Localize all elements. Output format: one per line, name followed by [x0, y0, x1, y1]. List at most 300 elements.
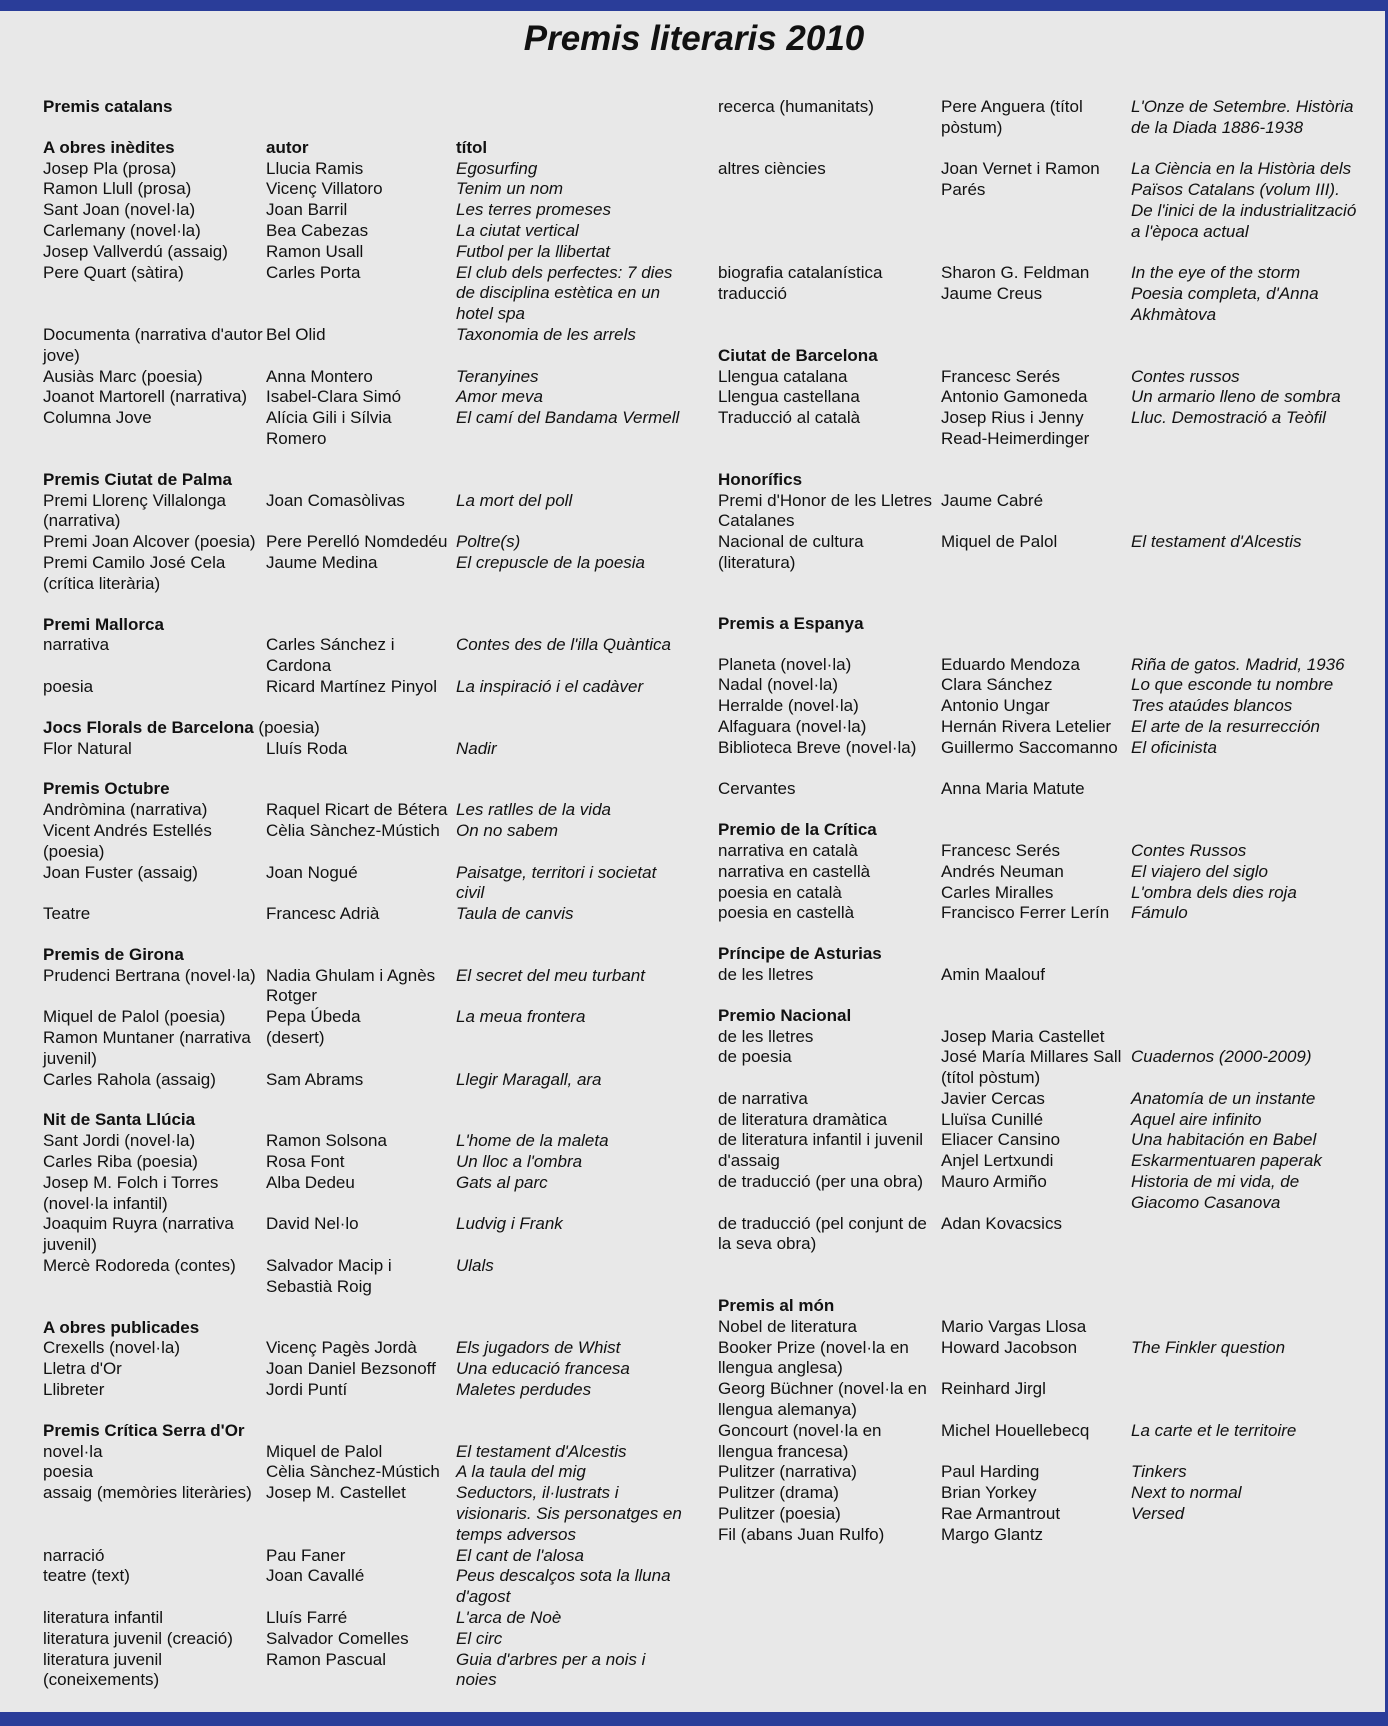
award-name: biografia catalanística — [718, 263, 883, 283]
award-author: Eliacer Cansino — [941, 1130, 1061, 1150]
award-author: Pau Faner — [266, 1545, 346, 1565]
award-title: Una educació francesa — [456, 1359, 630, 1379]
award-name: Joan Fuster (assaig) — [43, 862, 198, 882]
award-row — [43, 1546, 683, 1567]
award-row — [43, 635, 683, 677]
award-name: assaig (memòries literàries) — [43, 1483, 252, 1503]
award-title: Lo que esconde tu nombre — [1131, 675, 1334, 695]
award-row — [718, 97, 1358, 159]
award-name: Miquel de Palol (poesia) — [43, 1007, 226, 1027]
award-title: Taxonomia de les arrels — [456, 324, 636, 344]
award-title: Teranyines — [456, 366, 539, 386]
award-row — [43, 1256, 683, 1298]
award-title: Ludvig i Frank — [456, 1214, 563, 1234]
award-title: Historia de mi vida, de Giacomo Casanova — [1131, 1172, 1300, 1212]
award-row — [718, 1172, 1358, 1214]
award-row — [718, 1317, 1358, 1338]
award-row — [43, 200, 683, 221]
award-author: Joan Barril — [266, 200, 348, 220]
award-title: A la taula del mig — [456, 1462, 586, 1482]
award-name: Pere Quart (sàtira) — [43, 262, 184, 282]
award-author: Ramon Pascual — [266, 1649, 387, 1669]
award-name: de literatura infantil i juvenil — [718, 1130, 924, 1150]
award-title: La Ciència en la Història dels Països Catalans (volum III). De l'inici de la industrialització a l'època actual — [1131, 159, 1357, 241]
award-row — [718, 1214, 1358, 1276]
award-name: de les lletres — [718, 964, 814, 984]
award-name: narrativa en castellà — [718, 861, 871, 881]
section-heading — [718, 1296, 1358, 1317]
award-row — [43, 408, 683, 450]
award-row — [43, 1442, 683, 1463]
award-author: Carles Miralles — [941, 882, 1054, 902]
award-name: de traducció (per una obra) — [718, 1172, 924, 1192]
award-title: Contes des de l'illa Quàntica — [456, 635, 671, 655]
award-author: Josep Maria Castellet — [941, 1026, 1105, 1046]
award-title: Lluc. Demostració a Teòfil — [1131, 408, 1326, 428]
section-gap — [43, 1298, 683, 1318]
award-name: Crexells (novel·la) — [43, 1338, 180, 1358]
award-row — [43, 263, 683, 325]
section-heading-text: Premis al món — [718, 1296, 835, 1316]
award-title: Taula de canvis — [456, 904, 574, 924]
award-name: Ramon Llull (prosa) — [43, 179, 192, 199]
award-title: Peus descalços sota la lluna d'agost — [456, 1566, 671, 1607]
award-name: Nadal (novel·la) — [718, 675, 838, 695]
award-author: Reinhard Jirgl — [941, 1379, 1046, 1399]
award-author: Margo Glantz — [941, 1524, 1044, 1544]
award-name: Josep M. Folch i Torres (novel·la infantil) — [43, 1172, 219, 1213]
section-heading-text: Nit de Santa Llúcia — [43, 1110, 196, 1130]
award-name: Prudenci Bertrana (novel·la) — [43, 965, 256, 985]
award-name: Biblioteca Breve (novel·la) — [718, 737, 917, 757]
award-name: Booker Prize (novel·la en llengua anglesa) — [718, 1337, 909, 1378]
award-row — [43, 1338, 683, 1359]
award-row — [43, 1007, 683, 1028]
award-row — [718, 1027, 1358, 1048]
section-gap — [43, 1090, 683, 1110]
award-author: Salvador Macip i Sebastià Roig — [266, 1256, 392, 1296]
award-title: Versed — [1131, 1504, 1185, 1524]
award-name: narrativa en català — [718, 840, 858, 860]
award-row — [718, 1151, 1358, 1172]
award-name: Llengua catalana — [718, 366, 848, 386]
award-row — [718, 1379, 1358, 1421]
award-author: Adan Kovacsics — [941, 1213, 1062, 1233]
award-name: Sant Jordi (novel·la) — [43, 1131, 196, 1151]
award-title: La mort del poll — [456, 490, 573, 510]
award-author: Rae Armantrout — [941, 1504, 1061, 1524]
award-name: A obres inèdites — [43, 137, 175, 157]
section-heading — [718, 1006, 1358, 1027]
award-author: Jaume Medina — [266, 552, 378, 572]
award-row — [43, 1380, 683, 1401]
award-author: Bel Olid — [266, 324, 326, 344]
section-heading-text: Premio Nacional — [718, 1005, 852, 1025]
section-heading-text: Premi Mallorca — [43, 614, 164, 634]
award-name: narració — [43, 1545, 105, 1565]
section-heading — [718, 470, 1358, 491]
award-author: Francisco Ferrer Lerín — [941, 903, 1110, 923]
award-row — [43, 387, 683, 408]
award-name: Mercè Rodoreda (contes) — [43, 1256, 236, 1276]
award-row — [43, 159, 683, 180]
award-title: Contes Russos — [1131, 840, 1247, 860]
award-row — [43, 1359, 683, 1380]
award-author: Ricard Martínez Pinyol — [266, 676, 438, 696]
section-heading-text: Premis a Espanya — [718, 613, 864, 633]
award-name: Ramon Muntaner (narrativa juvenil) — [43, 1028, 251, 1068]
award-name: Premi Camilo José Cela (crítica literària) — [43, 552, 226, 593]
section-heading — [43, 1318, 683, 1339]
award-row — [43, 800, 683, 821]
award-title: L'Onze de Setembre. Història de la Diada 1886-1938 — [1131, 97, 1354, 137]
award-title: El testament d'Alcestis — [1131, 532, 1302, 552]
award-row — [43, 1650, 683, 1692]
award-title: Poltre(s) — [456, 532, 521, 552]
award-author: Paul Harding — [941, 1462, 1040, 1482]
award-title: Ulals — [456, 1256, 494, 1276]
award-row — [43, 242, 683, 263]
award-author: Clara Sánchez — [941, 675, 1053, 695]
award-row — [718, 1130, 1358, 1151]
award-row — [43, 1152, 683, 1173]
award-row — [43, 904, 683, 925]
award-title: Eskarmentuaren paperak — [1131, 1151, 1322, 1171]
award-name: Pulitzer (poesia) — [718, 1504, 841, 1524]
award-row — [718, 1089, 1358, 1110]
award-author: Llucia Ramis — [266, 158, 364, 178]
award-author: Sam Abrams — [266, 1069, 364, 1089]
award-author: Antonio Gamoneda — [941, 387, 1088, 407]
award-name: Fil (abans Juan Rulfo) — [718, 1524, 885, 1544]
award-title: In the eye of the storm — [1131, 263, 1301, 283]
award-author: Lluís Roda — [266, 738, 348, 758]
award-row — [43, 966, 683, 1008]
award-name: poesia en català — [718, 882, 842, 902]
award-title: El secret del meu turbant — [456, 965, 645, 985]
award-author: Alba Dedeu — [266, 1172, 355, 1192]
award-title: Guia d'arbres per a nois i noies — [456, 1649, 646, 1690]
section-heading-text: Ciutat de Barcelona — [718, 345, 878, 365]
section-heading — [718, 944, 1358, 965]
award-author: David Nel·lo — [266, 1214, 359, 1234]
award-title: El camí del Bandama Vermell — [456, 408, 680, 428]
award-title: Contes russos — [1131, 366, 1240, 386]
award-author: Sharon G. Feldman — [941, 263, 1090, 283]
section-heading — [43, 718, 683, 739]
award-name: Nobel de literatura — [718, 1316, 857, 1336]
award-name: Cervantes — [718, 779, 796, 799]
award-name: Lletra d'Or — [43, 1359, 122, 1379]
award-title: El arte de la resurrección — [1131, 716, 1320, 736]
section-heading-text: Premis Ciutat de Palma — [43, 469, 232, 489]
award-name: Herralde (novel·la) — [718, 696, 859, 716]
award-author: Isabel-Clara Simó — [266, 387, 402, 407]
section-gap — [43, 698, 683, 718]
award-name: traducció — [718, 284, 787, 304]
award-title: El testament d'Alcestis — [456, 1441, 627, 1461]
award-name: d'assaig — [718, 1151, 780, 1171]
award-title: On no sabem — [456, 820, 559, 840]
award-row — [718, 965, 1358, 986]
section-gap — [718, 635, 1358, 655]
award-author: Francesc Serés — [941, 840, 1061, 860]
award-row — [43, 1131, 683, 1152]
award-title: Riña de gatos. Madrid, 1936 — [1131, 654, 1345, 674]
award-row — [43, 1462, 683, 1483]
award-author: Salvador Comelles — [266, 1628, 409, 1648]
award-author: Guillermo Saccomanno — [941, 737, 1118, 757]
award-row — [718, 883, 1358, 904]
award-row — [718, 1504, 1358, 1525]
right-column — [718, 97, 1358, 1546]
section-heading-text: Jocs Florals de Barcelona — [43, 717, 254, 737]
award-title: Egosurfing — [456, 158, 538, 178]
award-author: Pepa Úbeda — [266, 1007, 361, 1027]
page-title: Premis literaris 2010 — [523, 19, 865, 58]
award-author: Alícia Gili i Sílvia Romero — [266, 408, 392, 448]
award-row — [43, 367, 683, 388]
section-heading-text: Premis Octubre — [43, 779, 170, 799]
award-title: L'home de la maleta — [456, 1131, 609, 1151]
award-name: recerca (humanitats) — [718, 97, 874, 116]
award-row — [43, 179, 683, 200]
award-row — [43, 677, 683, 698]
award-author: Nadia Ghulam i Agnès Rotger — [266, 965, 436, 1006]
section-heading — [718, 346, 1358, 367]
section-gap — [43, 118, 683, 138]
award-author: (desert) — [266, 1028, 325, 1048]
section-heading-text: Premis Crítica Serra d'Or — [43, 1420, 245, 1440]
award-name: de traducció (pel conjunt de la seva obra) — [718, 1213, 927, 1254]
award-row — [43, 1214, 683, 1256]
award-title: Maletes perdudes — [456, 1380, 592, 1400]
award-title: Un lloc a l'ombra — [456, 1152, 583, 1172]
award-title: El club dels perfectes: 7 dies de disciplina estètica en un hotel spa — [456, 262, 673, 324]
award-row — [718, 738, 1358, 780]
award-title: Tinkers — [1131, 1462, 1187, 1482]
award-title: Tres ataúdes blancos — [1131, 696, 1293, 716]
award-row — [718, 841, 1358, 862]
award-name: literatura infantil — [43, 1608, 164, 1627]
award-author: Eduardo Mendoza — [941, 654, 1080, 674]
table-header-row — [43, 138, 683, 159]
section-gap — [718, 1276, 1358, 1296]
award-author: Francesc Adrià — [266, 904, 380, 924]
award-row — [718, 717, 1358, 738]
award-name: Documenta (narrativa d'autor jove) — [43, 324, 263, 365]
award-name: de literatura dramàtica — [718, 1109, 888, 1129]
award-row — [43, 1173, 683, 1215]
award-author: Cèlia Sànchez-Mústich — [266, 1462, 440, 1482]
award-row — [43, 821, 683, 863]
award-row — [43, 739, 683, 760]
section-gap — [718, 594, 1358, 614]
award-name: poesia — [43, 676, 94, 696]
award-title: Amor meva — [456, 387, 543, 407]
award-name: Vicent Andrés Estellés (poesia) — [43, 820, 212, 861]
award-author: Mario Vargas Llosa — [941, 1316, 1087, 1336]
section-heading — [43, 97, 683, 118]
section-heading — [43, 779, 683, 800]
award-row — [718, 779, 1358, 800]
award-author: Carles Sánchez i Cardona — [266, 635, 395, 676]
award-name: Planeta (novel·la) — [718, 654, 852, 674]
award-title: Tenim un nom — [456, 179, 564, 199]
award-name: Columna Jove — [43, 408, 152, 428]
award-author: Pere Perelló Nomdedéu — [266, 532, 448, 552]
award-author: Lluïsa Cunillé — [941, 1109, 1044, 1129]
left-column — [43, 97, 683, 1691]
award-name: Alfaguara (novel·la) — [718, 716, 867, 736]
award-author: Miquel de Palol — [941, 532, 1058, 552]
award-row — [43, 863, 683, 905]
award-row — [718, 284, 1358, 326]
award-author: Miquel de Palol — [266, 1441, 383, 1461]
award-name: Premi d'Honor de les Lletres Catalanes — [718, 490, 932, 531]
award-title: Next to normal — [1131, 1483, 1242, 1503]
section-heading-text: Premis catalans — [43, 97, 173, 116]
award-name: Georg Büchner (novel·la en llengua alemanya) — [718, 1379, 927, 1420]
award-title: El viajero del siglo — [1131, 861, 1269, 881]
award-row — [718, 1338, 1358, 1380]
award-author: Mauro Armiño — [941, 1172, 1047, 1192]
award-title: Anatomía de un instante — [1131, 1088, 1316, 1108]
award-name: Carles Riba (poesia) — [43, 1152, 198, 1172]
award-author: Ramon Usall — [266, 241, 364, 261]
award-row — [718, 862, 1358, 883]
award-author: Anna Montero — [266, 366, 373, 386]
award-row — [43, 553, 683, 595]
award-author: Ramon Solsona — [266, 1131, 387, 1151]
award-name: Premi Joan Alcover (poesia) — [43, 532, 256, 552]
award-row — [43, 221, 683, 242]
award-name: Carles Rahola (assaig) — [43, 1069, 216, 1089]
award-name: Nacional de cultura (literatura) — [718, 532, 864, 572]
section-heading-suffix: (poesia) — [253, 717, 320, 737]
section-gap — [43, 595, 683, 615]
award-title: Poesia completa, d'Anna Akhmàtova — [1131, 284, 1319, 324]
award-title: El circ — [456, 1628, 503, 1648]
award-title: Llegir Maragall, ara — [456, 1069, 602, 1089]
award-row — [718, 655, 1358, 676]
award-author: Francesc Serés — [941, 366, 1061, 386]
award-row — [43, 1566, 683, 1608]
award-title: títol — [456, 137, 488, 157]
award-author: autor — [266, 137, 309, 157]
award-title: L'arca de Noè — [456, 1608, 562, 1627]
award-name: altres ciències — [718, 159, 826, 179]
section-gap — [43, 925, 683, 945]
award-row — [43, 1629, 683, 1650]
award-author: Jaume Creus — [941, 284, 1043, 304]
award-title: El cant de l'alosa — [456, 1545, 584, 1565]
award-title: Una habitación en Babel — [1131, 1130, 1317, 1150]
award-name: Andròmina (narrativa) — [43, 800, 208, 820]
award-name: de les lletres — [718, 1026, 814, 1046]
award-author: Hernán Rivera Letelier — [941, 716, 1112, 736]
award-row — [718, 159, 1358, 263]
award-author: Javier Cercas — [941, 1088, 1045, 1108]
award-author: Howard Jacobson — [941, 1337, 1078, 1357]
award-name: Pulitzer (narrativa) — [718, 1462, 857, 1482]
award-author: Josep Rius i Jenny Read-Heimerdinger — [941, 408, 1090, 448]
award-author: Michel Houellebecq — [941, 1420, 1090, 1440]
section-gap — [718, 986, 1358, 1006]
award-row — [718, 1462, 1358, 1483]
award-name: Josep Vallverdú (assaig) — [43, 241, 228, 261]
award-name: poesia en castellà — [718, 903, 855, 923]
award-title: Gats al parc — [456, 1172, 548, 1192]
section-heading — [43, 1110, 683, 1131]
section-gap — [718, 924, 1358, 944]
award-author: José María Millares Sall (títol pòstum) — [941, 1047, 1122, 1088]
award-title: Fámulo — [1131, 903, 1188, 923]
award-author: Bea Cabezas — [266, 220, 369, 240]
award-title: Un armario lleno de sombra — [1131, 387, 1341, 407]
award-row — [43, 532, 683, 553]
award-author: Joan Daniel Bezsonoff — [266, 1359, 436, 1379]
award-row — [718, 1047, 1358, 1089]
award-name: Goncourt (novel·la en llengua francesa) — [718, 1420, 882, 1461]
award-name: Joanot Martorell (narrativa) — [43, 387, 248, 407]
award-author: Jaume Cabré — [941, 490, 1044, 510]
section-heading — [718, 614, 1358, 635]
award-title: Seductors, il·lustrats i visionaris. Sis personatges en temps adversos — [456, 1483, 682, 1544]
award-author: Joan Nogué — [266, 862, 358, 882]
award-row — [43, 1483, 683, 1545]
award-author: Lluís Farré — [266, 1608, 348, 1627]
section-heading — [43, 470, 683, 491]
award-row — [718, 491, 1358, 533]
award-row — [718, 408, 1358, 450]
award-name: teatre (text) — [43, 1566, 130, 1586]
award-author: Joan Vernet i Ramon Parés — [941, 159, 1100, 200]
award-row — [718, 1110, 1358, 1131]
award-row — [718, 532, 1358, 574]
award-author: Anjel Lertxundi — [941, 1151, 1054, 1171]
award-author: Rosa Font — [266, 1152, 345, 1172]
award-row — [718, 387, 1358, 408]
award-name: Carlemany (novel·la) — [43, 220, 201, 240]
award-title: Aquel aire infinito — [1131, 1109, 1262, 1129]
award-title: The Finkler question — [1131, 1337, 1286, 1357]
award-author: Andrés Neuman — [941, 861, 1064, 881]
section-heading-text: Premio de la Crítica — [718, 820, 877, 840]
award-title: Nadir — [456, 738, 497, 758]
award-author: Brian Yorkey — [941, 1483, 1037, 1503]
section-heading — [718, 820, 1358, 841]
award-name: literatura juvenil (coneixements) — [43, 1649, 163, 1690]
award-row — [718, 1421, 1358, 1463]
award-row — [43, 1608, 683, 1629]
section-gap — [718, 800, 1358, 820]
award-title: Futbol per la llibertat — [456, 241, 611, 261]
award-title: El oficinista — [1131, 737, 1217, 757]
award-author: Antonio Ungar — [941, 696, 1050, 716]
award-title: Paisatge, territori i societat civil — [456, 862, 657, 903]
award-title: Les terres promeses — [456, 200, 611, 220]
award-name: Josep Pla (prosa) — [43, 158, 177, 178]
award-title: La meua frontera — [456, 1007, 586, 1027]
award-name: Llibreter — [43, 1380, 105, 1400]
section-gap — [43, 759, 683, 779]
award-row — [718, 263, 1358, 284]
award-title: L'ombra dels dies roja — [1131, 882, 1297, 902]
award-title: La carte et le territoire — [1131, 1420, 1297, 1440]
award-name: Joaquim Ruyra (narrativa juvenil) — [43, 1214, 234, 1255]
award-title: Cuadernos (2000-2009) — [1131, 1047, 1312, 1067]
